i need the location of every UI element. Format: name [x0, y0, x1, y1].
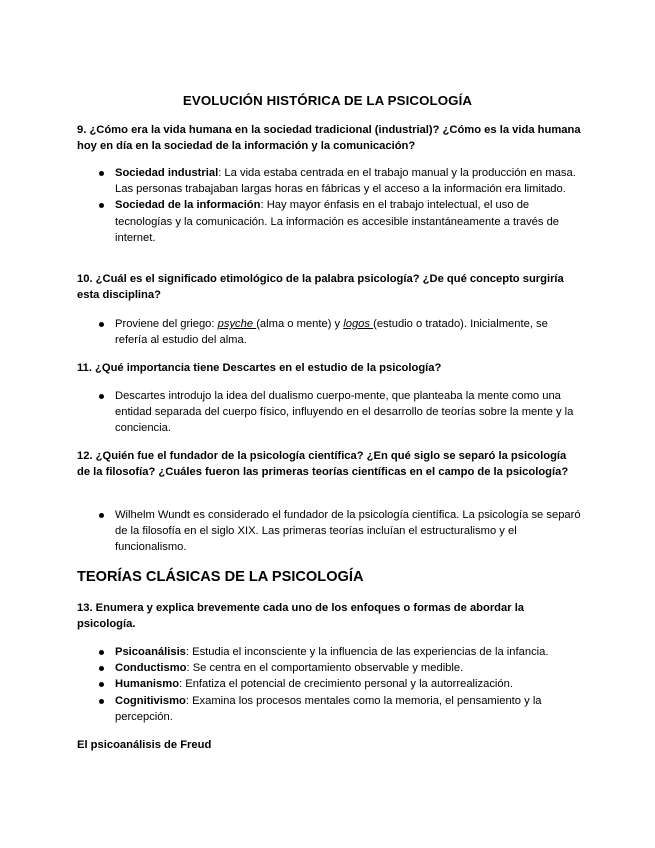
bullet-text: : Enfatiza el potencial de crecimiento personal y la autorrealización. — [179, 678, 513, 691]
subheading: El psicoanálisis de Freud — [77, 739, 212, 751]
list-item — [77, 316, 582, 348]
list-item — [77, 165, 582, 197]
question-12-answers — [77, 507, 582, 556]
list-item: Wilhelm Wundt es considerado el fundador de la psicología científica. La psicología se separó de la filosofía en el siglo XIX. Las primeras teorías incluían el estructuralismo y el funcionalismo. — [77, 507, 582, 556]
list-item — [77, 644, 582, 660]
document-title: EVOLUCIÓN HISTÓRICA DE LA PSICOLOGÍA — [182, 93, 473, 108]
question-13-answers — [77, 644, 582, 725]
section-heading: TEORÍAS CLÁSICAS DE LA PSICOLOGÍA — [77, 569, 364, 585]
question-13: 13. Enumera y explica brevemente cada uno de los enfoques o formas de abordar la psicología. — [77, 602, 525, 631]
list-item: Descartes introdujo la idea del dualismo cuerpo-mente, que planteaba la mente como una entidad separada del cuerpo físico, influyendo en el desarrollo de teorías sobre la mente y la conciencia. — [77, 388, 582, 437]
question-12: 12. ¿Quién fue el fundador de la psicología científica? ¿En qué siglo se separó la psicología de la filosofía? ¿Cuáles fueron las primeras teorías científicas en el campo de la psicología? — [77, 450, 569, 479]
bullet-text: Proviene del griego: — [115, 318, 218, 330]
bullet-term: Cognitivismo — [115, 694, 186, 707]
bullet-term: Sociedad de la información — [115, 199, 261, 212]
question-10-answers — [77, 316, 582, 348]
list-item — [77, 693, 582, 725]
bullet-text: : Estudia el inconsciente y la influencia de las experiencias de la infancia. — [185, 646, 549, 658]
bullet-text: : La vida estaba centrada en el trabajo manual y la producción en masa. Las personas trabajaban largas horas en fábricas y el acceso a la información era limitado. — [115, 167, 576, 196]
list-item — [77, 197, 582, 246]
question-10: 10. ¿Cuál es el significado etimológico de la palabra psicología? ¿De qué concepto surgiría esta disciplina? — [77, 273, 564, 302]
bullet-text: (alma o mente) y — [256, 318, 344, 330]
bullet-text: (estudio o tratado). Inicialmente, se refería al estudio del alma. — [115, 318, 548, 347]
bullet-text: : Examina los procesos mentales como la memoria, el pensamiento y la percepción. — [115, 694, 542, 723]
bullet-text: : Se centra en el comportamiento observable y medible. — [186, 662, 464, 675]
question-11-answers — [77, 388, 582, 437]
term-logos: logos — [343, 318, 374, 330]
list-item — [77, 660, 582, 676]
question-9: 9. ¿Cómo era la vida humana en la sociedad tradicional (industrial)? ¿Cómo es la vida humana hoy en día en la sociedad de la información y la comunicación? — [77, 124, 581, 153]
bullet-text: : Hay mayor énfasis en el trabajo intelectual, el uso de tecnologías y la comunicación. La información es accesible instantáneamente a través de internet. — [115, 199, 560, 244]
question-9-answers — [77, 165, 582, 246]
question-11: 11. ¿Qué importancia tiene Descartes en el estudio de la psicología? — [77, 362, 442, 374]
bullet-term: Humanismo — [115, 678, 180, 691]
bullet-term: Sociedad industrial — [115, 167, 219, 179]
term-psyche: psyche — [217, 318, 257, 330]
bullet-term: Psicoanálisis — [115, 646, 186, 658]
bullet-term: Conductismo — [115, 662, 187, 675]
list-item — [77, 676, 582, 692]
